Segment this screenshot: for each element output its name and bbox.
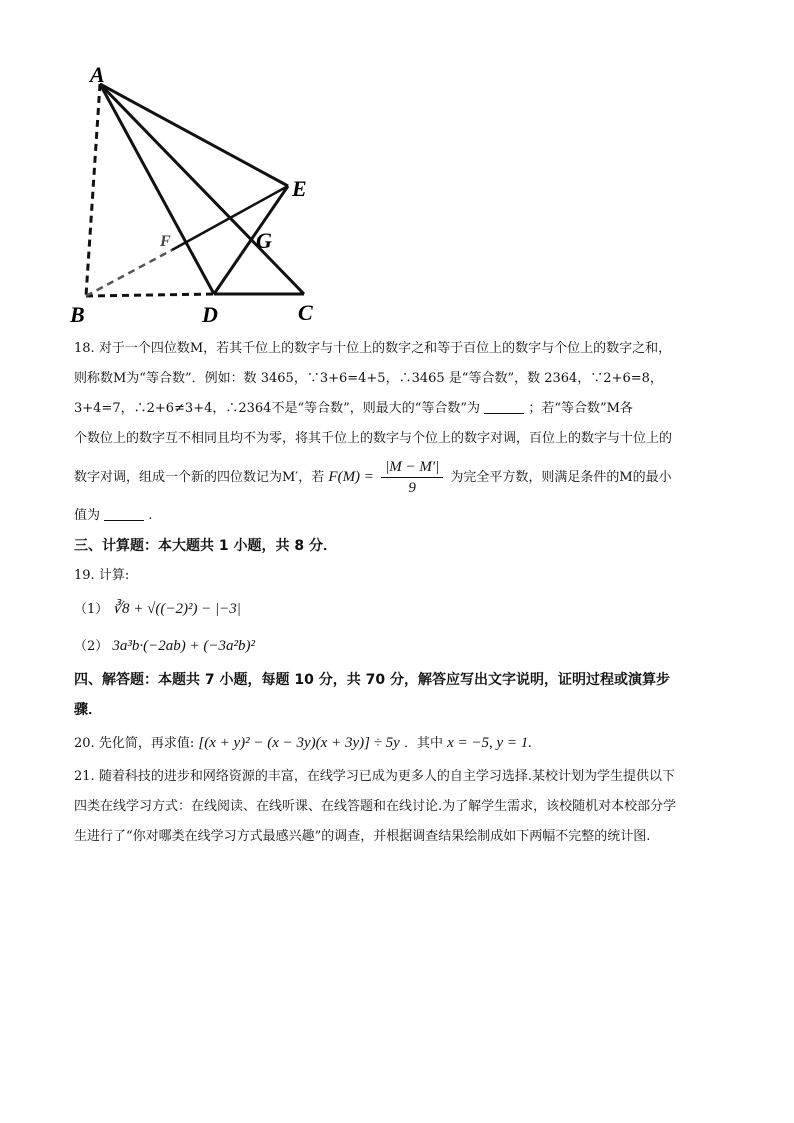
q18-line-5 bbox=[74, 454, 724, 501]
q20-line bbox=[74, 725, 724, 762]
q18-line-1 bbox=[74, 334, 724, 364]
label-C: C bbox=[298, 300, 313, 325]
label-A: A bbox=[90, 62, 105, 87]
label-F: F bbox=[160, 233, 171, 250]
q19-line-1 bbox=[74, 561, 724, 591]
geometry-figure bbox=[62, 62, 332, 332]
q19-part-1-expr: ∛8 + √((−2)²) − |−3| bbox=[112, 601, 241, 617]
q18-line-3 bbox=[74, 394, 724, 424]
q18-line-6 bbox=[74, 501, 724, 531]
q18-text-6a: 值为 bbox=[74, 508, 101, 523]
q18-text-6b: . bbox=[148, 508, 153, 523]
q20-condition-label: ．其中 bbox=[403, 736, 443, 751]
q19-title: 计算: bbox=[98, 568, 130, 583]
label-D: D bbox=[202, 302, 218, 327]
q19-part-1 bbox=[74, 591, 724, 628]
q20-number: 20. bbox=[74, 736, 95, 751]
q18-text-1: 对于一个四位数M，若其千位上的数字与十位上的数字之和等于百位上的数字与个位上的数字之和， bbox=[98, 341, 672, 356]
q18-text-5a: 数字对调，组成一个新的四位数记为M′，若 bbox=[74, 470, 325, 485]
answer-blank-1 bbox=[484, 399, 524, 414]
q19-part-2 bbox=[74, 628, 724, 665]
fraction-denominator: 9 bbox=[408, 480, 416, 496]
section-4-heading-2: 骤． bbox=[74, 702, 102, 718]
q21-number: 21. bbox=[74, 769, 95, 784]
segment-BF bbox=[86, 250, 172, 296]
q18-text-3b: ；若“等合数”M各 bbox=[528, 401, 633, 416]
fraction-numerator: |M − M′| bbox=[381, 457, 443, 478]
q18-text-3a: 3+4=7，∴2+6≠3+4，∴2364不是“等合数”，则最大的“等合数”为 bbox=[74, 401, 481, 416]
q21-line-2: 四类在线学习方式：在线阅读、在线听课、在线答题和在线讨论.为了解学生需求，该校随机对本校部分学 bbox=[74, 799, 677, 814]
label-E: E bbox=[292, 176, 307, 201]
q20-expression: [(x + y)² − (x − 3y)(x + 3y)] ÷ 5y bbox=[198, 735, 400, 751]
label-B: B bbox=[70, 302, 85, 327]
q20-intro: 先化简，再求值: bbox=[98, 736, 195, 751]
q18-line-2: 则称数M为“等合数”．例如：数 3465，∵3+6=4+5，∴3465 是“等合数”，数 2364，∵2+6=8， bbox=[74, 371, 663, 386]
q19-part-2-expr: 3a³b·(−2ab) + (−3a²b)² bbox=[112, 638, 256, 654]
formula-fraction bbox=[381, 457, 443, 498]
answer-blank-2 bbox=[104, 506, 144, 521]
formula-F-of-M: F(M) = bbox=[328, 469, 374, 485]
q19-number: 19. bbox=[74, 568, 95, 583]
q19-part-2-label: （2） bbox=[74, 639, 109, 654]
q18-text-5b: 为完全平方数，则满足条件的M的最小 bbox=[450, 470, 672, 485]
q21-line-1 bbox=[74, 762, 724, 792]
section-3-heading: 三、计算题：本大题共 1 小题，共 8 分． bbox=[74, 538, 337, 554]
q18-number: 18. bbox=[74, 341, 95, 356]
question-content bbox=[74, 334, 724, 852]
segment-BD bbox=[86, 294, 214, 296]
section-4-heading-1: 四、解答题：本题共 7 小题，每题 10 分，共 70 分，解答应写出文字说明，证明过程或演算步 bbox=[74, 672, 670, 688]
label-G: G bbox=[256, 228, 272, 253]
triangle-diagram bbox=[62, 62, 332, 332]
q20-condition: x = −5, y = 1. bbox=[447, 735, 533, 751]
segment-AB bbox=[86, 84, 100, 296]
q21-line-3: 生进行了“你对哪类在线学习方式最感兴趣”的调查，并根据调查结果绘制成如下两幅不完整的统计图. bbox=[74, 829, 651, 844]
q21-text-1: 随着科技的进步和网络资源的丰富，在线学习已成为更多人的自主学习选择.某校计划为学生提供以下 bbox=[98, 769, 675, 784]
q18-line-4: 个数位上的数字互不相同且均不为零，将其千位上的数字与个位上的数字对调，百位上的数字与十位上的 bbox=[74, 431, 673, 446]
q19-part-1-label: （1） bbox=[74, 602, 109, 617]
segment-AC bbox=[100, 84, 304, 294]
segment-DE bbox=[214, 186, 288, 294]
